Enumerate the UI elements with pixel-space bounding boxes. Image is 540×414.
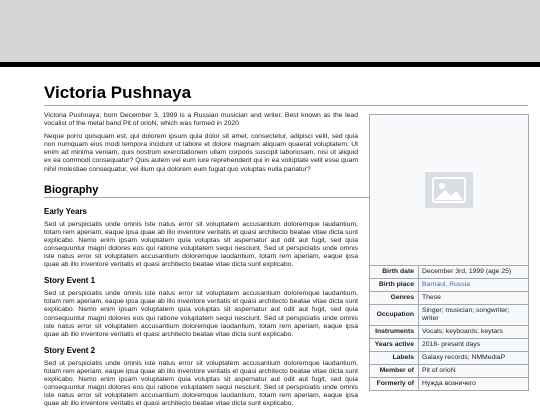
- infobox-row-formerly-of: [370, 377, 528, 390]
- subsection-story-event-1: [44, 275, 358, 339]
- article-body: [44, 112, 358, 414]
- intro-paragraph-2: Neque porro quisquam est, qui dolorem ipsum quia dolor sit amet, consectetur, adipisci velit, sed quia non numquam eius modi tempora incidunt ut labore et dolore magnam aliquam quaerat voluptatem. Ut enim ad minima veniam, quis nostrum exercitationem ullam corporis suscipit laboriosam, nisi ut aliquid ex ea commodi consequatur? Quis autem vel eum iure reprehenderit qui in ea voluptate velit esse quam nihil molestiae consequatur, vel illum qui dolorem eum fugiat quo voluptas nulla pariatur?: [44, 133, 358, 173]
- subsection-heading: Story Event 1: [44, 276, 96, 286]
- subsection-early-years: [44, 206, 358, 270]
- infobox-row-member-of: [370, 364, 528, 377]
- infobox-row-occupation: [370, 304, 528, 325]
- infobox-label: Birth place: [378, 281, 414, 288]
- infobox-label: Birth date: [382, 268, 414, 275]
- subsection-heading: Story Event 2: [44, 345, 96, 355]
- infobox-label: Occupation: [376, 311, 414, 318]
- infobox-row-birth-place: [370, 278, 528, 291]
- infobox-row-birth-date: [370, 265, 528, 278]
- infobox-value: Нужда возничего: [418, 378, 528, 390]
- infobox-label: Formerly of: [376, 380, 414, 387]
- infobox-row-years-active: [370, 338, 528, 351]
- infobox-value: These: [418, 292, 528, 304]
- page-title: Victoria Pushnaya: [44, 82, 528, 106]
- birth-place-link[interactable]: Barnaul, Russia: [418, 279, 528, 291]
- infobox-label: Years active: [374, 341, 414, 348]
- infobox-value: Vocals; keyboards; keytars: [418, 326, 528, 338]
- subsection-text: Sed ut perspiciatis unde omnis iste natus error sit voluptatem accusantium doloremque laudantium, totam rem aperiam, eaque ipsa quae ab illo inventore veritatis et quasi architecto beatae vitae dicta sunt explicabo. Nemo enim ipsam voluptatem quia voluptas sit aspernatur aut odit aut fugit, sed quia consequuntur magni dolores eos qui ratione voluptatem sequi nesciunt. Sed ut perspiciatis unde omnis iste natus error sit voluptatem accusantium doloremque laudantium, totam rem aperiam, eaque ipsa quae ab illo inventore veritatis et quasi architecto beatae vitae dicta sunt explicabo.: [44, 359, 358, 408]
- infobox-row-genres: [370, 291, 528, 304]
- subsection-story-event-2: [44, 345, 358, 409]
- subsection-heading: Early Years: [44, 206, 88, 216]
- infobox-value: December 3rd, 1999 (age 25): [418, 266, 528, 278]
- infobox-image[interactable]: [370, 115, 528, 265]
- infobox-value: 2018- present days: [418, 339, 528, 351]
- infobox-value: Singer; musician; songwriter; writer: [418, 305, 528, 325]
- infobox-value: Galaxy records; NMMediaP: [418, 352, 528, 364]
- subsection-text: Sed ut perspiciatis unde omnis iste natus error sit voluptatem accusantium doloremque laudantium, totam rem aperiam, eaque ipsa quae ab illo inventore veritatis et quasi architecto beatae vitae dicta sunt explicabo. Nemo enim ipsam voluptatem quia voluptas sit aspernatur aut odit aut fugit, sed quia consequuntur magni dolores eos qui ratione voluptatem sequi nesciunt. Sed ut perspiciatis unde omnis iste natus error sit voluptatem accusantium doloremque laudantium, totam rem aperiam, eaque ipsa quae ab illo inventore veritatis et quasi architecto beatae vitae dicta sunt explicabo.: [44, 290, 358, 338]
- infobox-value: Pit of orioN: [418, 365, 528, 377]
- infobox-label: Instruments: [375, 328, 414, 335]
- infobox-label: Genres: [390, 294, 414, 301]
- top-header-bar: [0, 0, 540, 62]
- infobox-row-instruments: [370, 325, 528, 338]
- infobox-row-labels: [370, 351, 528, 364]
- header-divider: [0, 62, 540, 67]
- intro-paragraph: Victoria Pushnaya; born December 3, 1999 is a Russian musician and writer. Best known as the lead vocalist of the metal band Pit of orioN, which was formed in 2020: [44, 112, 358, 128]
- infobox-label: Member of: [379, 367, 414, 374]
- image-placeholder-icon: [425, 172, 473, 208]
- section-heading-biography: Biography: [44, 183, 528, 198]
- subsection-text: Sed ut perspiciatis unde omnis iste natus error sit voluptatem accusantium doloremque laudantium, totam rem aperiam, eaque ipsa quae ab illo inventore veritatis et quasi architecto beatae vitae dicta sunt explicabo. Nemo enim ipsam voluptatem quia voluptas sit aspernatur aut odit aut fugit, sed quia consequuntur magni dolores eos qui ratione voluptatem sequi nesciunt. Sed ut perspiciatis unde omnis iste natus error sit voluptatem accusantium doloremque laudantium, totam rem aperiam, eaque ipsa quae ab illo inventore veritatis et quasi architecto beatae vitae dicta sunt explicabo.: [44, 220, 358, 269]
- infobox-label: Labels: [392, 354, 414, 361]
- infobox: [369, 114, 529, 391]
